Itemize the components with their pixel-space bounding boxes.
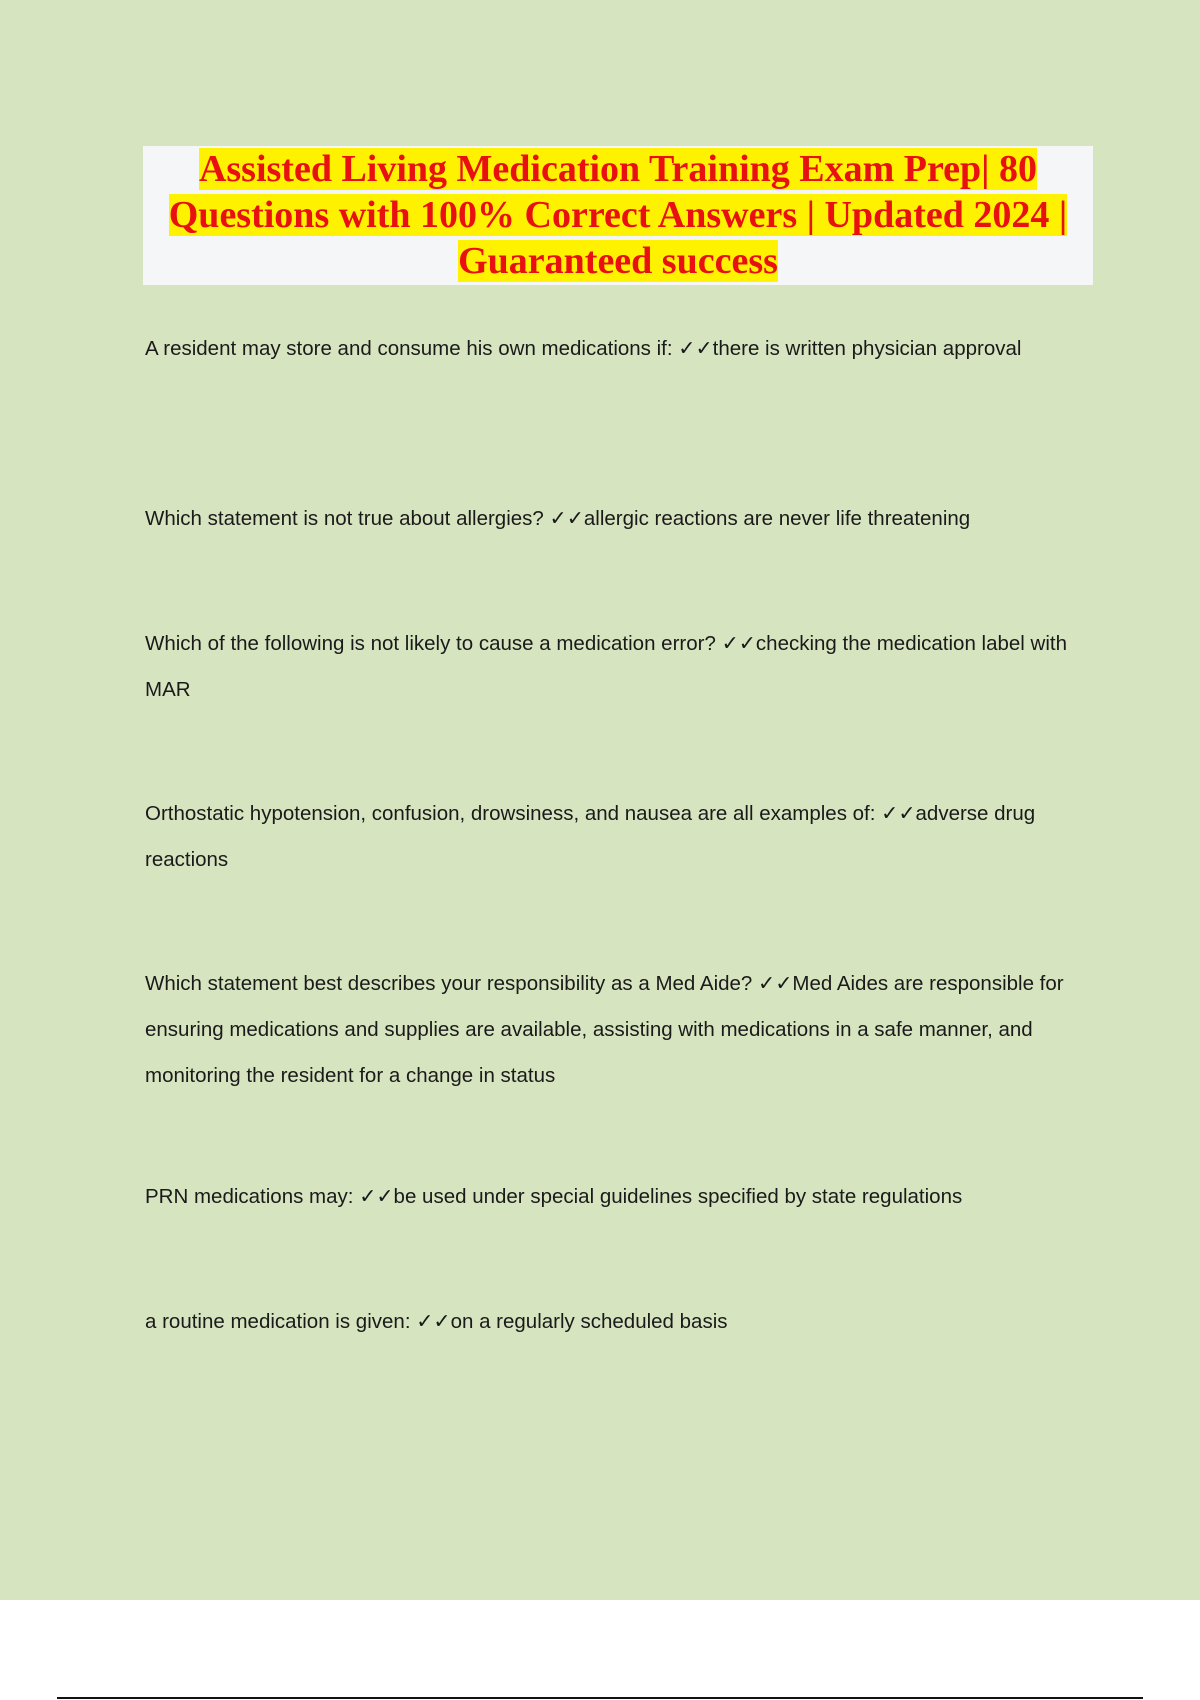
title-box	[143, 146, 1093, 285]
question-text: Which of the following is not likely to cause a medication error?	[145, 632, 716, 655]
double-check-icon: ✓✓	[549, 506, 584, 530]
qa-item	[145, 790, 1090, 883]
question-text: Orthostatic hypotension, confusion, drowsiness, and nausea are all examples of:	[145, 802, 876, 825]
answer-text: checking the medication label with MAR	[145, 632, 1068, 701]
answer-text: be used under special guidelines specified by state regulations	[393, 1185, 963, 1208]
qa-item	[145, 1173, 1090, 1220]
qa-item	[145, 325, 1090, 372]
double-check-icon: ✓✓	[416, 1309, 451, 1333]
question-text: PRN medications may:	[145, 1185, 354, 1208]
double-check-icon: ✓✓	[881, 801, 916, 825]
answer-text: allergic reactions are never life threatening	[583, 507, 971, 530]
qa-item	[145, 620, 1090, 713]
document-title: Assisted Living Medication Training Exam Prep| 80 Questions with 100% Correct Answers | Updated 2024 | Guaranteed success	[168, 148, 1068, 282]
double-check-icon: ✓✓	[758, 971, 793, 995]
double-check-icon: ✓✓	[359, 1184, 394, 1208]
double-check-icon: ✓✓	[678, 336, 713, 360]
question-text: Which statement is not true about allergies?	[145, 507, 544, 530]
answer-text: adverse drug reactions	[145, 802, 1036, 871]
qa-item	[145, 960, 1090, 1099]
double-check-icon: ✓✓	[721, 631, 756, 655]
question-text: Which statement best describes your responsibility as a Med Aide?	[145, 972, 753, 995]
qa-item	[145, 495, 1090, 542]
answer-text: on a regularly scheduled basis	[450, 1310, 728, 1333]
qa-item	[145, 1298, 1090, 1345]
question-text: A resident may store and consume his own medications if:	[145, 337, 673, 360]
answer-text: Med Aides are responsible for ensuring medications and supplies are available, assisting with medications in a safe manner, and monitoring the resident for a change in status	[145, 972, 1064, 1087]
footer-divider	[57, 1697, 1143, 1699]
answer-text: there is written physician approval	[712, 337, 1022, 360]
question-text: a routine medication is given:	[145, 1310, 411, 1333]
